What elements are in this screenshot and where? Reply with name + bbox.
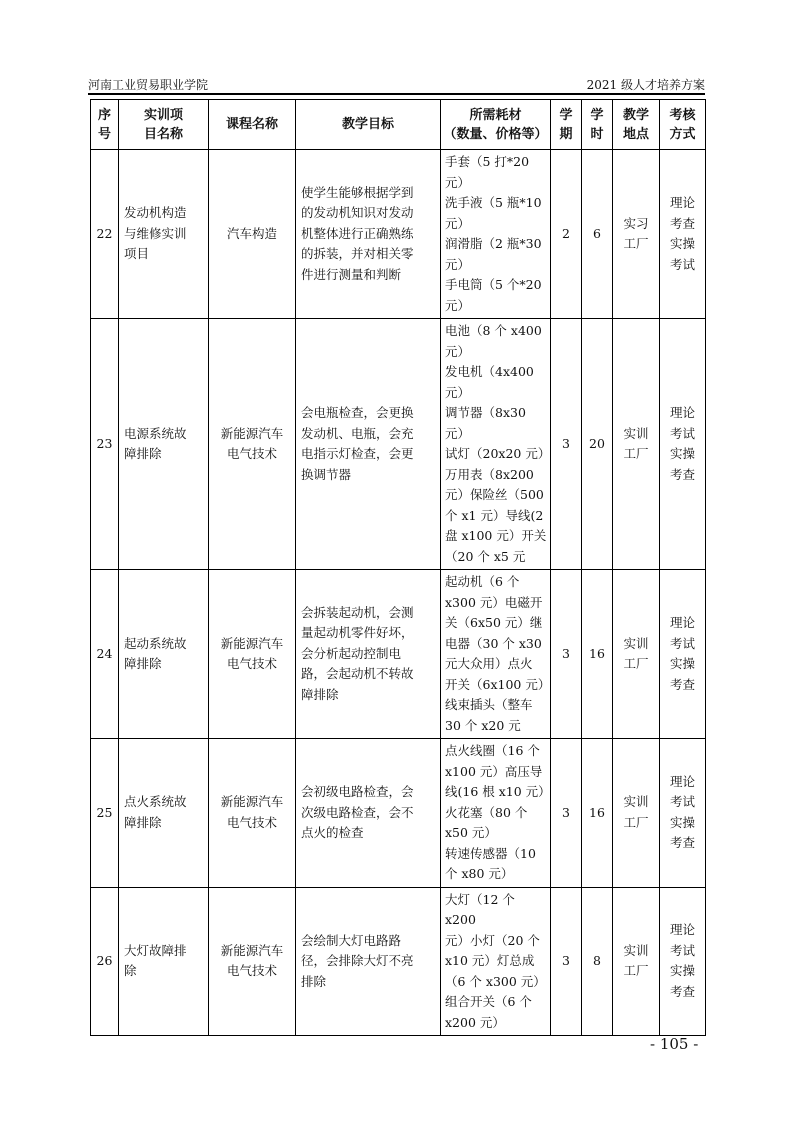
cell-goal-line: 路，会起动机不转故 [301,666,414,682]
cell-project-line: 发动机构造 [124,205,187,221]
cell-goal-line: 会分析起动控制电 [301,645,402,661]
cell-course-line: 新能源汽车 [220,635,284,651]
cell-project-line: 大灯故障排 [124,942,187,958]
cell-materials-line: 元大众用）点火 [445,656,533,671]
cell-materials-line: x100 元）高压导 [445,763,543,779]
cell-goal-line: 电指示灯检查，会更 [301,446,414,461]
cell-goal-line: 发动机、电瓶，会充 [301,425,414,441]
cell-place-line: 实习 [623,215,649,231]
cell-project [119,739,209,888]
table-body [91,150,706,1036]
cell-hours: 20 [582,319,613,570]
cell-materials-line: 转速传感器（10 [445,845,536,861]
cell-place-line: 工厂 [623,656,649,671]
cell-term: 3 [551,570,582,739]
cell-materials-line: x10 元）灯总成 [445,953,535,968]
cell-seq: 23 [91,319,119,570]
cell-assessment-line: 考查 [669,466,695,482]
cell-materials-line: x50 元） [445,825,497,840]
cell-materials-line: 个 x1 元）导线(2 [445,507,544,523]
cell-place-line: 工厂 [623,814,649,830]
cell-materials-line: 电池（8 个 x400 [445,323,542,338]
cell-place-line: 工厂 [623,236,649,251]
cell-seq: 26 [91,887,119,1036]
cell-materials-line: 元）小灯（20 个 [445,932,540,948]
cell-goal-line: 会电瓶检查，会更换 [301,405,414,420]
cell-goal [296,319,441,570]
cell-hours: 16 [582,570,613,739]
page-header [88,76,705,94]
cell-goal-line: 径，会排除大灯不亮 [301,953,414,968]
table-header-row [91,100,706,150]
cell-assessment-line: 考试 [669,794,695,810]
cell-goal-line: 机整体进行正确熟练 [301,225,414,241]
cell-place-line: 实训 [623,794,649,810]
cell-goal-line: 排除 [301,973,327,989]
cell-assessment-line: 考查 [669,215,695,231]
cell-seq: 22 [91,150,119,319]
cell-place [613,739,660,888]
cell-place [613,150,660,319]
cell-materials [441,150,551,319]
header-divider [88,93,705,95]
cell-assessment-line: 考试 [669,942,695,958]
cell-materials-line: 线束插头（整车 [445,697,533,712]
cell-term: 3 [551,739,582,888]
cell-course-line: 新能源汽车 [220,794,284,810]
cell-materials-line: 元） [445,215,471,231]
cell-course-line: 汽车构造 [226,225,277,241]
cell-hours: 16 [582,739,613,888]
cell-goal-line: 次级电路检查，会不 [301,804,414,820]
col-header-project: 实训项 目名称 [119,100,209,150]
cell-materials-line: 元） [445,343,471,359]
cell-term: 3 [551,887,582,1036]
cell-materials-line: 万用表（8x200 [445,466,534,482]
cell-course-line: 电气技术 [226,814,277,830]
cell-place-line: 工厂 [623,963,649,979]
table-row [91,319,706,570]
cell-materials-line: 开关（6x100 元） [445,676,551,692]
cell-goal [296,739,441,888]
cell-goal-line: 障排除 [301,686,339,702]
table-row [91,887,706,1036]
cell-project [119,319,209,570]
cell-materials-line: 元） [445,174,471,190]
cell-goal-line: 会绘制大灯电路路 [301,932,402,948]
cell-assessment [660,319,706,570]
cell-course-line: 电气技术 [226,656,277,671]
cell-project-line: 项目 [124,246,150,262]
cell-project-line: 除 [124,963,137,979]
cell-materials-line: 发电机（4x400 [445,364,534,379]
cell-goal-line: 的发动机知识对发动 [301,205,414,221]
cell-materials [441,739,551,888]
cell-materials-line: 手电筒（5 个*20 [445,277,542,292]
cell-project-line: 障排除 [124,814,162,830]
cell-assessment-line: 理论 [669,773,695,789]
cell-course [209,570,296,739]
cell-assessment-line: 实操 [669,446,695,461]
cell-materials-line: 组合开关（6 个 [445,994,532,1009]
cell-materials-line: 元） [445,425,471,441]
cell-place-line: 实训 [623,425,649,441]
cell-course [209,150,296,319]
cell-goal-line: 量起动机零件好坏， [301,625,414,641]
table-row [91,739,706,888]
cell-assessment-line: 实操 [669,814,695,830]
cell-materials-line: 元） [445,384,471,400]
col-header-seq: 序 号 [91,100,119,150]
cell-goal [296,887,441,1036]
page-number: - 105 - [650,1035,699,1053]
cell-goal-line: 会初级电路检查，会 [301,784,414,799]
cell-assessment-line: 实操 [669,656,695,671]
cell-assessment [660,887,706,1036]
cell-materials-line: 调节器（8x30 [445,405,526,420]
cell-assessment-line: 理论 [669,405,695,420]
cell-course-line: 新能源汽车 [220,942,284,958]
table-row [91,150,706,319]
header-school-name: 河南工业贸易职业学院 [88,78,209,92]
cell-assessment-line: 考试 [669,635,695,651]
cell-course [209,739,296,888]
cell-course [209,887,296,1036]
cell-project-line: 电源系统故 [124,425,187,441]
cell-materials-line: 线(16 根 x10 元） [445,784,551,799]
cell-place-line: 实训 [623,635,649,651]
cell-materials-line: 试灯（20x20 元） [445,446,551,461]
cell-assessment-line: 理论 [669,615,695,630]
cell-project [119,570,209,739]
cell-goal-line: 使学生能够根据学到 [301,184,414,200]
cell-term: 2 [551,150,582,319]
cell-place-line: 实训 [623,942,649,958]
cell-goal-line: 点火的检查 [301,825,364,840]
header-program-title: 2021 级人才培养方案 [586,78,705,92]
cell-materials-line: 电器（30 个 x30 [445,635,542,651]
cell-project [119,150,209,319]
cell-goal-line: 的拆装，并对相关零 [301,246,414,262]
col-header-assessment: 考核 方式 [660,100,706,150]
cell-project-line: 障排除 [124,446,162,461]
cell-materials-line: 手套（5 打*20 [445,154,530,169]
cell-assessment [660,150,706,319]
cell-term: 3 [551,319,582,570]
cell-materials-line: 点火线圈（16 个 [445,743,540,758]
col-header-term: 学 期 [551,100,582,150]
cell-materials-line: 关（6x50 元）继 [445,615,543,630]
cell-goal-line: 件进行测量和判断 [301,266,402,282]
cell-project [119,887,209,1036]
cell-course [209,319,296,570]
col-header-hours: 学 时 [582,100,613,150]
training-projects-table [90,99,706,1036]
cell-assessment-line: 考查 [669,835,695,851]
cell-assessment-line: 考试 [669,256,695,272]
cell-place [613,570,660,739]
cell-materials-line: 元） [445,256,471,272]
cell-assessment-line: 理论 [669,195,695,210]
cell-materials-line: 元） [445,297,471,313]
cell-place [613,319,660,570]
cell-materials-line: （6 个 x300 元） [445,973,546,989]
cell-materials-line: （20 个 x5 元 [445,548,526,564]
cell-materials-line: 个 x80 元） [445,866,514,881]
cell-materials [441,570,551,739]
cell-hours: 8 [582,887,613,1036]
cell-project-line: 障排除 [124,656,162,671]
cell-materials [441,887,551,1036]
cell-goal [296,150,441,319]
cell-materials-line: 30 个 x20 元 [445,717,521,733]
cell-goal-line: 换调节器 [301,466,352,482]
cell-materials-line: x300 元）电磁开 [445,594,543,610]
cell-materials-line: 元）保险丝（500 [445,487,544,502]
cell-materials [441,319,551,570]
cell-assessment-line: 考试 [669,425,695,441]
cell-project-line: 起动系统故 [124,635,187,651]
col-header-place: 教学 地点 [613,100,660,150]
cell-materials-line: 大灯（12 个 x200 [445,891,515,927]
cell-assessment-line: 实操 [669,963,695,979]
cell-materials-line: 润滑脂（2 瓶*30 [445,236,542,251]
cell-place-line: 工厂 [623,446,649,461]
cell-assessment-line: 理论 [669,922,695,938]
cell-hours: 6 [582,150,613,319]
cell-course-line: 新能源汽车 [220,425,284,441]
cell-assessment-line: 考查 [669,676,695,692]
cell-assessment-line: 考查 [669,983,695,999]
table-row [91,570,706,739]
cell-materials-line: 盘 x100 元）开关 [445,528,547,543]
cell-materials-line: 起动机（6 个 [445,574,520,589]
col-header-materials: 所需耗材 （数量、价格等） [441,100,551,150]
col-header-course: 课程名称 [209,100,296,150]
cell-goal-line: 会拆装起动机，会测 [301,604,414,620]
cell-seq: 25 [91,739,119,888]
cell-materials-line: 火花塞（80 个 [445,804,528,820]
cell-assessment [660,570,706,739]
cell-course-line: 电气技术 [226,446,277,461]
cell-goal [296,570,441,739]
cell-project-line: 点火系统故 [124,794,187,810]
cell-course-line: 电气技术 [226,963,277,979]
cell-assessment [660,739,706,888]
cell-place [613,887,660,1036]
col-header-goal: 教学目标 [296,100,441,150]
cell-assessment-line: 实操 [669,236,695,251]
cell-materials-line: 洗手液（5 瓶*10 [445,195,542,210]
cell-seq: 24 [91,570,119,739]
cell-materials-line: x200 元） [445,1014,505,1030]
cell-project-line: 与维修实训 [124,225,187,241]
